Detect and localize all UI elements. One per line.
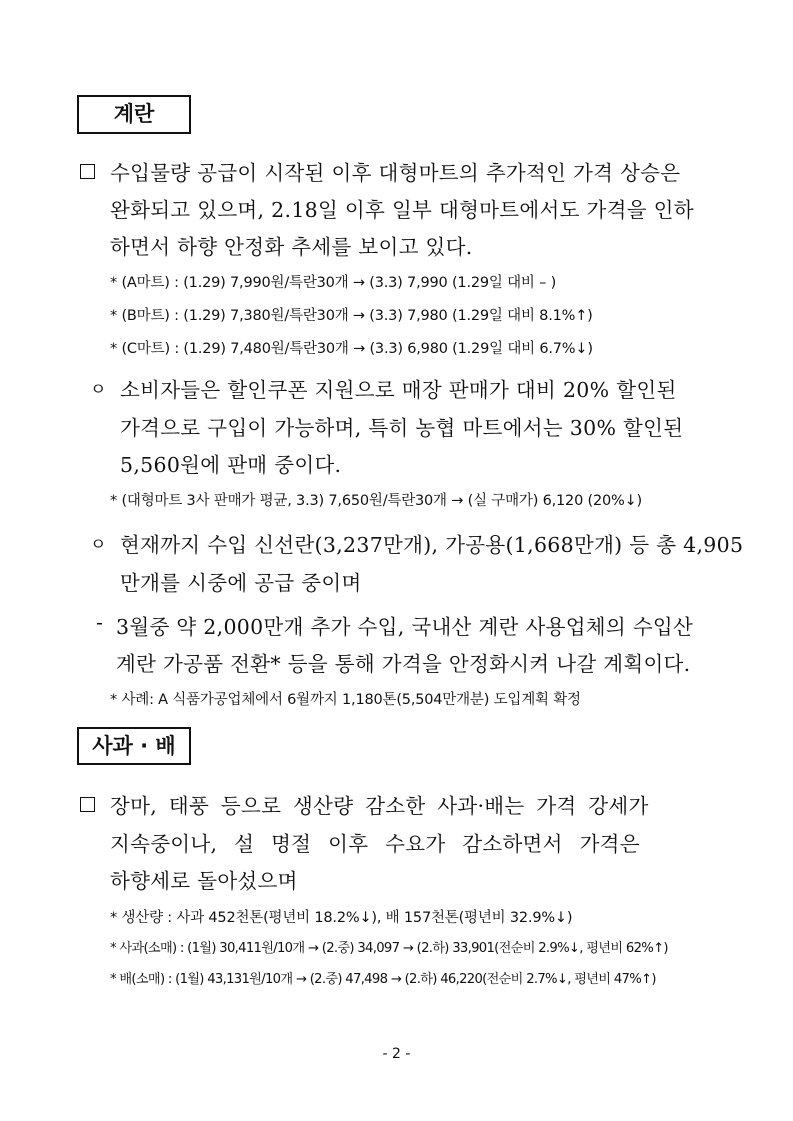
dash-marker: - — [96, 610, 104, 634]
bullet-line: 현재까지 수입 신선란(3,237만개), 가공용(1,668만개) 등 총 4,905 — [120, 533, 744, 557]
bullet-marker: ㅇ — [90, 380, 107, 400]
footnote: * (C마트) : (1.29) 7,480원/특란30개 → (3.3) 6,980 (1.29일 대비 6.7%↓) — [110, 341, 593, 357]
bullet-line: 가격으로 구입이 가능하며, 특히 농협 마트에서는 30% 할인된 — [120, 416, 684, 440]
section-heading-eggs: 계란 — [77, 95, 191, 134]
paragraph-line: 하향세로 돌아섰으며 — [110, 869, 298, 893]
paragraph-line: 완화되고 있으며, 2.18일 이후 일부 대형마트에서도 가격을 인하 — [110, 198, 694, 222]
footnote: * 사례: A 식품가공업체에서 6월까지 1,180톤(5,504만개분) 도입계획 확정 — [110, 692, 581, 708]
footnote: * 사과(소매) : (1월) 30,411원/10개 → (2.중) 34,097 → (2.하) 33,901(전순비 2.9%↓, 평년비 62%↑) — [110, 941, 668, 956]
dash-line: 계란 가공품 전환* 등을 통해 가격을 안정화시켜 나갈 계획이다. — [116, 652, 691, 676]
paragraph-line: 하면서 하향 안정화 추세를 보이고 있다. — [110, 235, 473, 259]
footnote: * (A마트) : (1.29) 7,990원/특란30개 → (3.3) 7,990 (1.29일 대비 – ) — [110, 275, 557, 291]
bullet-line: 5,560원에 판매 중이다. — [120, 453, 342, 477]
footnote: * 생산량 : 사과 452천톤(평년비 18.2%↓), 배 157천톤(평년비 32.9%↓) — [110, 910, 573, 926]
footnote: * (대형마트 3사 판매가 평균, 3.3) 7,650원/특란30개 → (실 구매가) 6,120 (20%↓) — [110, 493, 642, 509]
paragraph-line: 지속중이나, 설 명절 이후 수요가 감소하면서 가격은 — [110, 832, 640, 856]
dash-line: 3월중 약 2,000만개 추가 수입, 국내산 계란 사용업체의 수입산 — [116, 615, 694, 639]
bullet-marker: ㅇ — [90, 535, 107, 555]
section-heading-apple-pear: 사과 · 배 — [77, 727, 191, 765]
paragraph-line: 장마, 태풍 등으로 생산량 감소한 사과·배는 가격 강세가 — [110, 794, 649, 818]
footnote: * 배(소매) : (1월) 43,131원/10개 → (2.중) 47,498 → (2.하) 46,220(전순비 2.7%↓, 평년비 47%↑) — [110, 972, 656, 987]
footnote: * (B마트) : (1.29) 7,380원/특란30개 → (3.3) 7,980 (1.29일 대비 8.1%↑) — [110, 308, 593, 324]
bullet-line: 만개를 시중에 공급 중이며 — [120, 571, 362, 595]
checkbox-marker — [80, 164, 95, 183]
paragraph-line: 수입물량 공급이 시작된 이후 대형마트의 추가적인 가격 상승은 — [110, 161, 681, 185]
checkbox-marker — [80, 797, 95, 816]
bullet-line: 소비자들은 할인쿠폰 지원으로 매장 판매가 대비 20% 할인된 — [120, 378, 677, 402]
page-number: - 2 - — [382, 1046, 411, 1062]
